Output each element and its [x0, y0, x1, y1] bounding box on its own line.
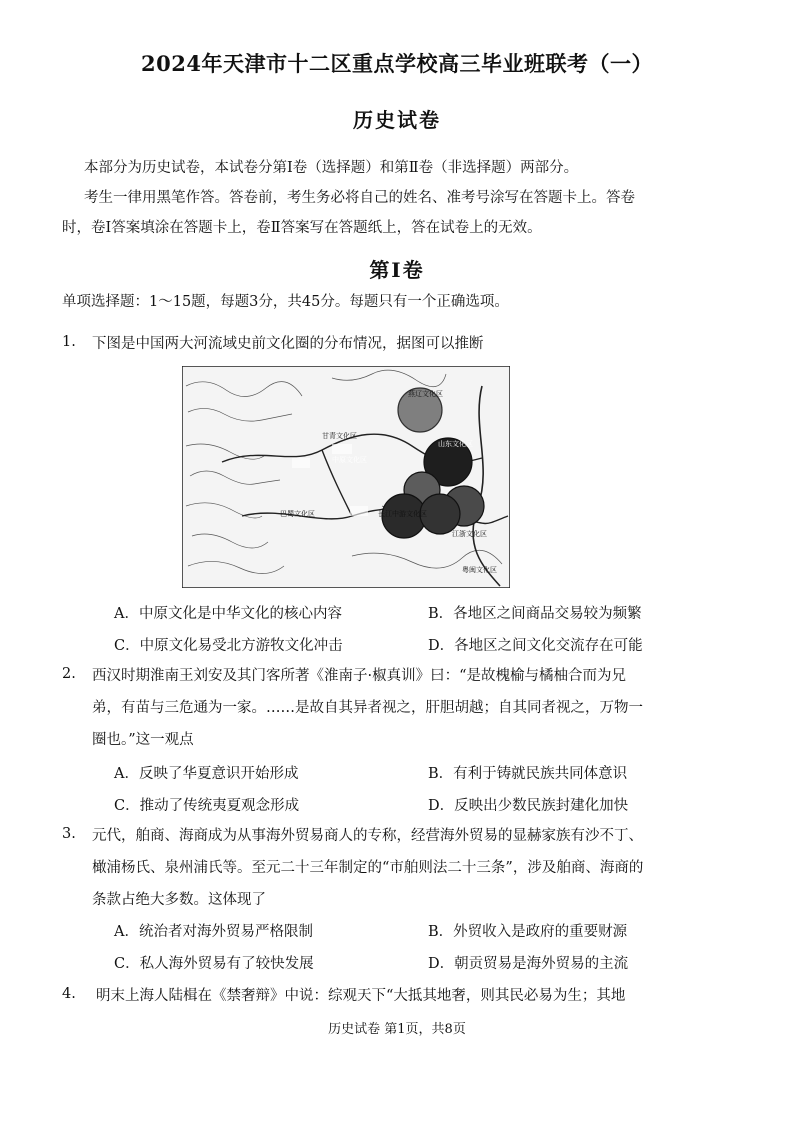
option-c[interactable]: C．推动了传统夷夏观念形成: [114, 798, 300, 814]
subject-title: 历史试卷: [353, 108, 441, 132]
option-c[interactable]: C．私人海外贸易有了较快发展: [114, 956, 314, 972]
option-a[interactable]: A．统治者对海外贸易严格限制: [114, 924, 313, 940]
option-c[interactable]: C．中原文化易受北方游牧文化冲击: [114, 638, 343, 654]
question-stem: 下图是中国两大河流域史前文化圈的分布情况，据图可以推断: [92, 336, 484, 352]
page-footer: 历史试卷 第1页，共8页: [328, 1022, 466, 1037]
exam-title: 2024年天津市十二区重点学校高三毕业班联考（一）: [141, 51, 653, 76]
option-a[interactable]: A．反映了华夏意识开始形成: [114, 766, 299, 782]
intro-line-2: 考生一律用黑笔作答。答卷前，考生务必将自己的姓名、准考号涂写在答题卡上。答卷: [84, 190, 635, 206]
option-b[interactable]: B．有利于铸就民族共同体意识: [428, 766, 628, 782]
option-d[interactable]: D．反映出少数民族封建化加快: [428, 798, 629, 814]
question-stem-line-1: 元代，舶商、海商成为从事海外贸易商人的专称，经营海外贸易的显赫家族有沙不丁、: [92, 828, 643, 844]
map-region-label: 江浙文化区: [452, 530, 487, 538]
question-number: 1.: [62, 334, 76, 350]
volume-heading: 第Ⅰ卷: [369, 258, 425, 282]
map-region-label: 燕辽文化区: [408, 390, 443, 398]
question-number: 2.: [62, 666, 76, 682]
option-b[interactable]: B．外贸收入是政府的重要财源: [428, 924, 628, 940]
option-b[interactable]: B．各地区之间商品交易较为频繁: [428, 606, 642, 622]
question-stem-line-1: 明末上海人陆楫在《禁奢辩》中说：综观天下“大抵其地奢，则其民必易为生；其地: [96, 988, 626, 1004]
question-stem-line-3: 条款占绝大多数。这体现了: [92, 892, 266, 908]
map-region-label: 山东文化区: [438, 440, 473, 448]
map-region-label: 粤闽文化区: [462, 566, 497, 574]
option-a[interactable]: A．中原文化是中华文化的核心内容: [114, 606, 342, 622]
map-region-label: 巴蜀文化区: [280, 510, 315, 518]
map-region-label: 甘青文化区: [322, 432, 357, 440]
question-stem-line-2: 弟，有苗与三危通为一家。……是故自其异者视之，肝胆胡越；自其同者视之，万物一: [92, 700, 643, 716]
intro-line-1: 本部分为历史试卷，本试卷分第Ⅰ卷（选择题）和第Ⅱ卷（非选择题）两部分。: [84, 160, 579, 176]
question-stem-line-2: 橄浦杨氏、泉州浦氏等。至元二十三年制定的“市舶则法二十三条”，涉及舶商、海商的: [92, 860, 644, 876]
question-number: 3.: [62, 826, 76, 842]
instructions: 单项选择题：1～15题，每题3分，共45分。每题只有一个正确选项。: [62, 294, 509, 310]
map-region-label: 长江中游文化区: [378, 510, 427, 518]
map-region-label: 中原文化区: [332, 456, 367, 464]
intro-line-3: 时，卷Ⅰ答案填涂在答题卡上，卷Ⅱ答案写在答题纸上，答在试卷上的无效。: [62, 220, 542, 236]
option-d[interactable]: D．各地区之间文化交流存在可能: [428, 638, 643, 654]
question-number: 4.: [62, 986, 76, 1002]
question-stem-line-1: 西汉时期淮南王刘安及其门客所著《淮南子·椒真训》曰：“是故槐榆与橘柚合而为兄: [92, 668, 627, 684]
question-stem-line-3: 圈也。”这一观点: [92, 732, 194, 748]
culture-circle-map: [182, 366, 510, 588]
option-d[interactable]: D．朝贡贸易是海外贸易的主流: [428, 956, 629, 972]
